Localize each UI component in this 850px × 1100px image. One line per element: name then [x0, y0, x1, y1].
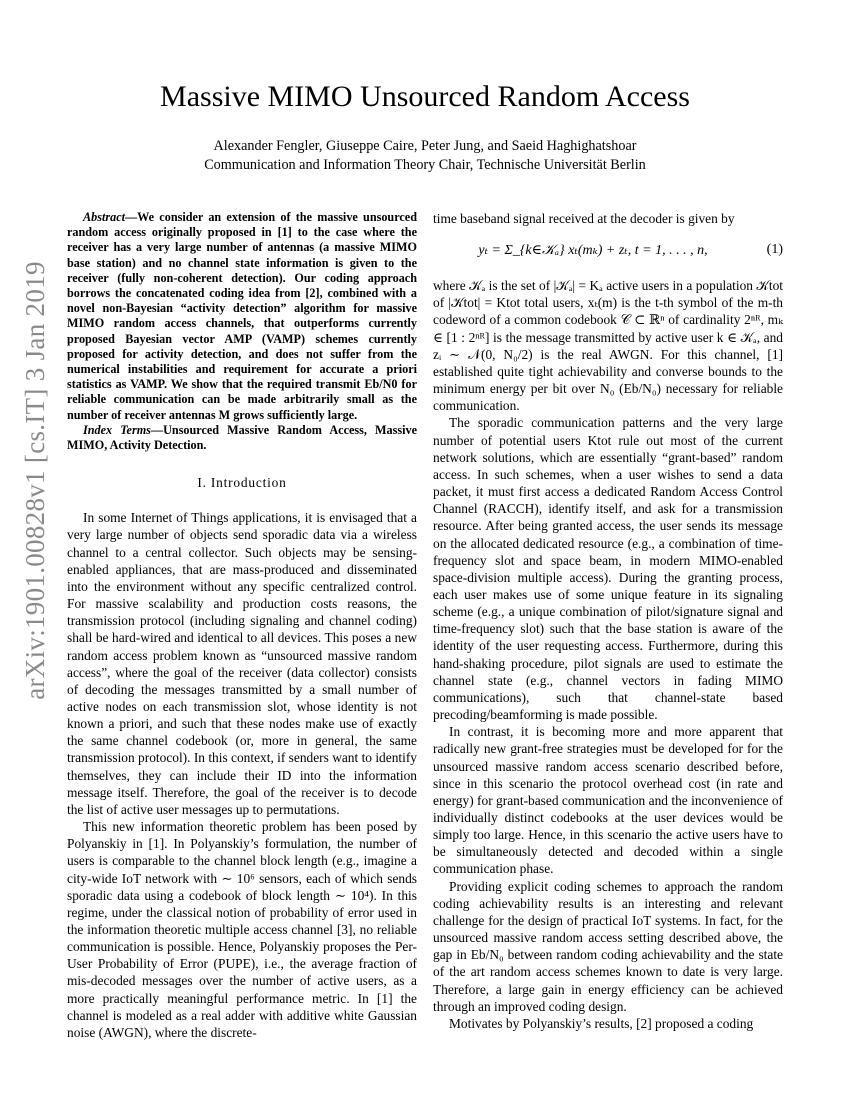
arxiv-stamp — [10, 80, 60, 880]
intro-paragraph: This new information theoretic problem has been posed by Polyanskiy in [1]. In Polyanskiy’s formulation, the number of users is comparable to the channel block length (e.g., imagine a city-wide IoT network with ∼ 10⁶ sensors, each of which sends sporadic data using a codebook of block length ∼ 10⁴). In this regime, under the classical notion of probability of error used in the information theoretic multiple access channel [3], no reliable communication is possible. Hence, Polyanskiy proposes the Per-User Probability of Error (PUPE), i.e., the average fraction of mis-decoded messages over the number of active users, as a more practically meaningful performance metric. In [1] the channel is modeled as a real adder with additive white Gaussian noise (AWGN), where the discrete- — [67, 819, 417, 1040]
equation-1 — [433, 229, 783, 271]
body-paragraph: In contrast, it is becoming more and more apparent that radically new grant-free strategies must be developed for for the unsourced massive random access scenario described before, since in this scenario the protocol overhead cost (in rate and energy) for grant-based communication and the inconvenience of individually distinct codebooks at the user devices would be simply too large. Hence, in this scenario the active users have to be simultaneously detected and decoded within a single communication phase. — [433, 724, 783, 877]
arxiv-stamp-text: arXiv:1901.00828v1 [cs.IT] 3 Jan 2019 — [19, 260, 50, 700]
index-terms — [67, 423, 417, 453]
intro-paragraph: In some Internet of Things applications, it is envisaged that a very large number of objects send sporadic data via a wireless channel to a central collector. Such objects may be sensing-enabled appliances, that are mass-produced and disseminated into the environment without any specific centralized control. For massive scalability and production costs reasons, the transmission protocol (including signaling and channel coding) shall be hard-wired and identical to all devices. This poses a new random access problem known as “unsourced massive random access”, where the goal of the receiver (data collector) consists of decoding the messages transmitted by a small number of active nodes on each transmission slot, whose identity is not known a priori, and such that these nodes make use of exactly the same channel codebook (or, more in general, the same transmission protocol). In this context, if senders want to identify themselves, they can include their ID into the information message itself. Therefore, the goal of the receiver is to decode the list of active user messages up to permutations. — [67, 510, 417, 817]
index-terms-text: —Unsourced Massive Random Access, Massive MIMO, Activity Detection. — [67, 422, 417, 453]
body-paragraph: The sporadic communication patterns and the very large number of potential users Ktot rule out most of the current network solutions, which are essentially “grant-based” random access. In such schemes, when a user wishes to send a data packet, it must first access a dedicated Random Access Control Channel (RACCH), identify itself, and ask for a transmission resource. After being granted access, the user sends its message on the allocated dedicated resource (e.g., a combination of time-frequency slot and space beam, in modern MIMO-enabled space-division multiple access). During the granting process, each user makes use of some unique feature in its signaling scheme (e.g., a unique combination of pilot/signature signal and time-frequency slot) such that the base station is aware of the identity of the user requesting access. Furthermore, during this hand-shaking procedure, pilot signals are used to estimate the channel state (e.g., channel vectors in fading MIMO communications), such that channel-state based precoding/beamforming is made possible. — [433, 415, 783, 723]
body-paragraph: Motivates by Polyanskiy’s results, [2] proposed a coding — [449, 1015, 754, 1031]
index-terms-label: Index Terms — [83, 422, 151, 437]
abstract — [67, 210, 417, 423]
affiliation: Communication and Information Theory Chair, Technische Universität Berlin — [204, 157, 646, 173]
left-column — [67, 210, 417, 1041]
paragraph-continuation: time baseband signal received at the decoder is given by — [433, 211, 735, 226]
body-paragraph: where 𝒦ₐ is the set of |𝒦ₐ| = Kₐ active users in a population 𝒦tot of |𝒦tot| = Ktot total users, xₜ(m) is the t-th symbol of the m-th codeword of a common codebook 𝒞 ⊂ ℝⁿ of cardinality 2ⁿᴿ, mₖ ∈ [1 : 2ⁿᴿ] is the message transmitted by active user k ∈ 𝒦ₐ, and zᵢ ∼ 𝒩(0, N₀/2) is the real AWGN. For this channel, [1] established quite tight achievability and converse bounds to the minimum energy per bit over N₀ (Eb/N₀) necessary for reliable communication. — [433, 278, 783, 414]
equation-number: (1) — [766, 242, 783, 258]
author-list: Alexander Fengler, Giuseppe Caire, Peter Jung, and Saeid Haghighatshoar — [213, 138, 637, 154]
abstract-text: —We consider an extension of the massive unsourced random access originally proposed in [1] to the case where the receiver has a very large number of antennas (a massive MIMO base station) and no channel state information is given to the receiver (fully non-coherent detection). Our coding approach borrows the concatenated coding idea from [2], combined with a novel non-Bayesian “activity detection” algorithm for massive MIMO random access channels, that outperforms currently proposed Bayesian vector AMP (VAMP) schemes currently proposed for activity detection, and does not suffer from the numerical instabilities and requirement for accurate a priori statistics as VAMP. We show that the required transmit Eb/N0 for reliable communication can be made arbitrarily small as the number of receiver antennas M grows sufficiently large. — [67, 210, 417, 422]
body-paragraph: Providing explicit coding schemes to approach the random coding achievability results is an interesting and relevant challenge for the design of practical IoT systems. In fact, for the unsourced massive random access setting described above, the gap in Eb/N₀ between random coding achievability and the state of the art random access schemes known to date is very large. Therefore, a large gain in energy efficiency can be achieved through an improved coding design. — [433, 878, 783, 1014]
abstract-label: Abstract — [83, 210, 125, 224]
right-column — [433, 210, 783, 1032]
paper-title: Massive MIMO Unsourced Random Access — [160, 80, 690, 113]
section-heading-introduction: I. Introduction — [197, 475, 287, 491]
equation-body: yₜ = Σ_{k∈𝒦ₐ} xₜ(mₖ) + zₜ, t = 1, . . . , n, — [478, 242, 708, 258]
